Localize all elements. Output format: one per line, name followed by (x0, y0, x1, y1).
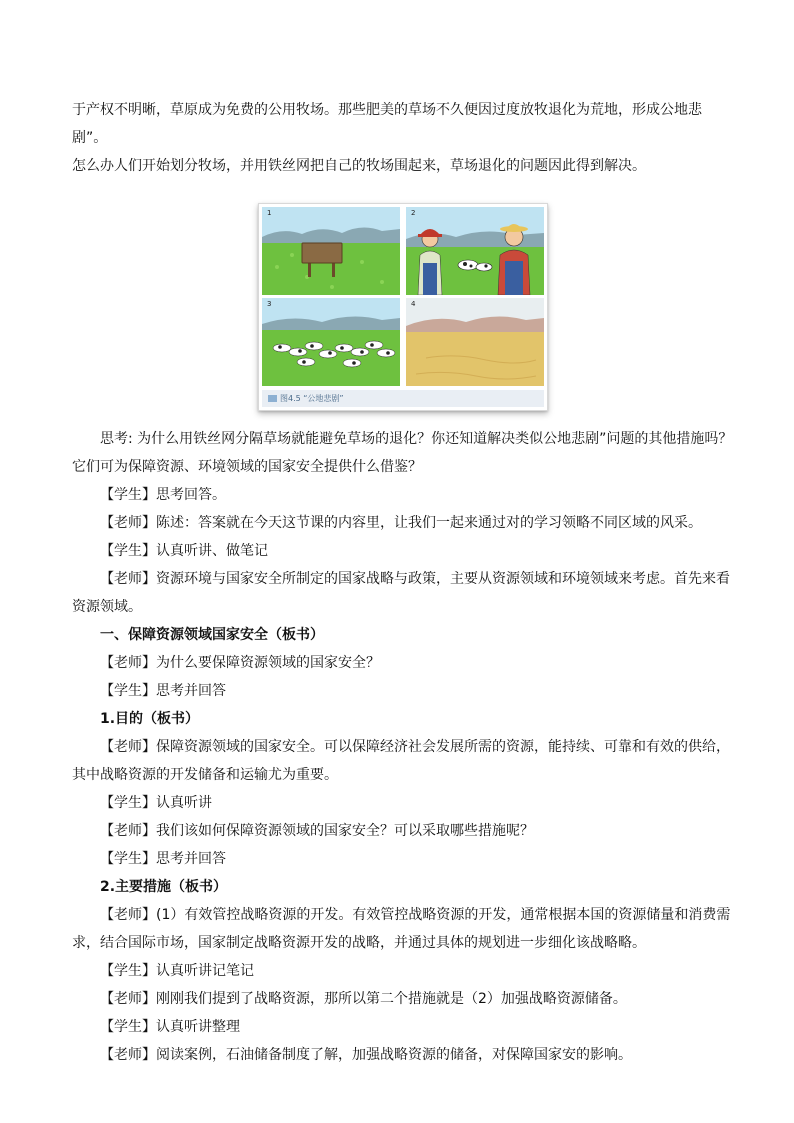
dialog-line: 【学生】思考并回答 (100, 683, 226, 699)
figure-panel-3 (262, 298, 400, 386)
figure-caption (268, 392, 344, 405)
dialog-line: 【老师】为什么要保障资源领域的国家安全？ (100, 655, 380, 671)
caption-marker (268, 395, 277, 402)
dialog-line: 【学生】认真听讲、做笔记 (100, 543, 268, 559)
figure-panel-2 (406, 207, 544, 295)
dialog-line: 【老师】刚刚我们提到了战略资源，那所以第二个措施就是（2）加强战略资源储备。 (100, 991, 627, 1007)
document-page (72, 96, 734, 1069)
section-heading: 一、保障资源领域国家安全（板书） (100, 627, 324, 643)
dialog-line: 【学生】认真听讲整理 (100, 1019, 240, 1035)
dialog-line: 【老师】陈述：答案就在今天这节课的内容里，让我们一起来通过对的学习领略不同区域的风采。 (100, 515, 702, 531)
intro-line-1: 于产权不明晰，草原成为免费的公用牧场。那些肥美的草场不久便因过度放牧退化为荒地，形成公地悲剧”。 (72, 102, 702, 146)
panel-number: 4 (411, 300, 416, 308)
figure-caption-bar (262, 390, 544, 407)
dialog-line: 【学生】认真听讲记笔记 (100, 963, 254, 979)
figure-panel-4 (406, 298, 544, 386)
panel-number: 2 (411, 209, 416, 217)
question-paragraph: 思考: 为什么用铁丝网分隔草场就能避免草场的退化？你还知道解决类似公地悲剧”问题的其他措施吗？它们可为保障资源、环境领域的国家安全提供什么借鉴？ (72, 431, 733, 475)
figure-panel-1 (262, 207, 400, 295)
dialog-line: 【老师】我们该如何保障资源领域的国家安全？可以采取哪些措施呢？ (100, 823, 534, 839)
dialog-line: 【学生】认真听讲 (100, 795, 212, 811)
dialog-line: 【老师】资源环境与国家安全所制定的国家战略与政策，主要从资源领域和环境领域来考虑。首先来看资源领域。 (72, 571, 730, 615)
dialog-line: 【学生】思考并回答 (100, 851, 226, 867)
subsection-heading: 2.主要措施（板书） (100, 879, 228, 895)
tragedy-of-commons-figure (258, 203, 548, 411)
subsection-heading: 1.目的（板书） (100, 711, 200, 727)
panel-number: 1 (267, 209, 272, 217)
figure-caption-text: 图4.5 “公地悲剧” (280, 394, 344, 403)
panel-number: 3 (267, 300, 272, 308)
dialog-line: 【老师】(1）有效管控战略资源的开发。有效管控战略资源的开发，通常根据本国的资源储量和消费需求，结合国际市场，国家制定战略资源开发的战略，并通过具体的规划进一步细化该战略略。 (72, 907, 731, 951)
dialog-line: 【老师】阅读案例，石油储备制度了解，加强战略资源的储备，对保障国家安的影响。 (100, 1047, 632, 1063)
dialog-line: 【老师】保障资源领域的国家安全。可以保障经济社会发展所需的资源，能持续、可靠和有效的供给，其中战略资源的开发储备和运输尤为重要。 (72, 739, 730, 783)
dialog-line: 【学生】思考回答。 (100, 487, 226, 503)
intro-line-2: 怎么办人们开始划分牧场，并用铁丝网把自己的牧场围起来，草场退化的问题因此得到解决。 (72, 158, 646, 174)
